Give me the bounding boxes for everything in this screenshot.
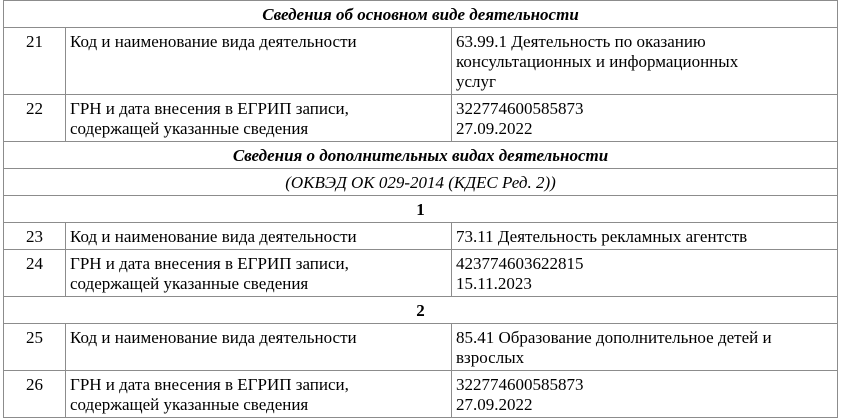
label-line: содержащей указанные сведения	[70, 119, 309, 138]
row-number: 22	[4, 95, 66, 142]
main-activity-heading: Сведения об основном виде деятельности	[4, 1, 838, 28]
table-row	[4, 95, 838, 142]
value-line: консультационных и информационных	[456, 52, 739, 71]
row-value	[452, 324, 838, 371]
value-line: 73.11 Деятельность рекламных агентств	[456, 227, 748, 246]
table-row	[4, 324, 838, 371]
row-number: 25	[4, 324, 66, 371]
table-row	[4, 371, 838, 418]
group-index-row	[4, 196, 838, 223]
value-line: 85.41 Образование дополнительное детей и	[456, 328, 772, 347]
row-value	[452, 223, 838, 250]
table-row	[4, 223, 838, 250]
grn-value: 322774600585873	[456, 99, 584, 118]
row-number: 26	[4, 371, 66, 418]
row-label	[66, 371, 452, 418]
label-line: содержащей указанные сведения	[70, 274, 309, 293]
activities-table	[3, 0, 838, 418]
row-label: Код и наименование вида деятельности	[66, 324, 452, 371]
table-row	[4, 250, 838, 297]
group-index: 1	[4, 196, 838, 223]
row-value	[452, 250, 838, 297]
grn-value: 322774600585873	[456, 375, 584, 394]
label-line: ГРН и дата внесения в ЕГРИП записи,	[70, 375, 349, 394]
date-value: 27.09.2022	[456, 119, 533, 138]
grn-value: 423774603622815	[456, 254, 584, 273]
classifier-row	[4, 169, 838, 196]
additional-activities-heading: Сведения о дополнительных видах деятельности	[4, 142, 838, 169]
row-value	[452, 28, 838, 95]
section-heading-row	[4, 142, 838, 169]
row-value	[452, 95, 838, 142]
row-label: Код и наименование вида деятельности	[66, 223, 452, 250]
value-line: 63.99.1 Деятельность по оказанию	[456, 32, 706, 51]
label-line: ГРН и дата внесения в ЕГРИП записи,	[70, 254, 349, 273]
classifier-note: (ОКВЭД ОК 029-2014 (КДЕС Ред. 2))	[4, 169, 838, 196]
row-number: 23	[4, 223, 66, 250]
row-number: 24	[4, 250, 66, 297]
table-row	[4, 28, 838, 95]
value-line: взрослых	[456, 348, 525, 367]
label-line: содержащей указанные сведения	[70, 395, 309, 414]
date-value: 15.11.2023	[456, 274, 532, 293]
group-index-row	[4, 297, 838, 324]
row-number: 21	[4, 28, 66, 95]
row-label: Код и наименование вида деятельности	[66, 28, 452, 95]
label-line: ГРН и дата внесения в ЕГРИП записи,	[70, 99, 349, 118]
row-label	[66, 250, 452, 297]
section-heading-row	[4, 1, 838, 28]
group-index: 2	[4, 297, 838, 324]
value-line: услуг	[456, 72, 497, 91]
row-value	[452, 371, 838, 418]
date-value: 27.09.2022	[456, 395, 533, 414]
row-label	[66, 95, 452, 142]
